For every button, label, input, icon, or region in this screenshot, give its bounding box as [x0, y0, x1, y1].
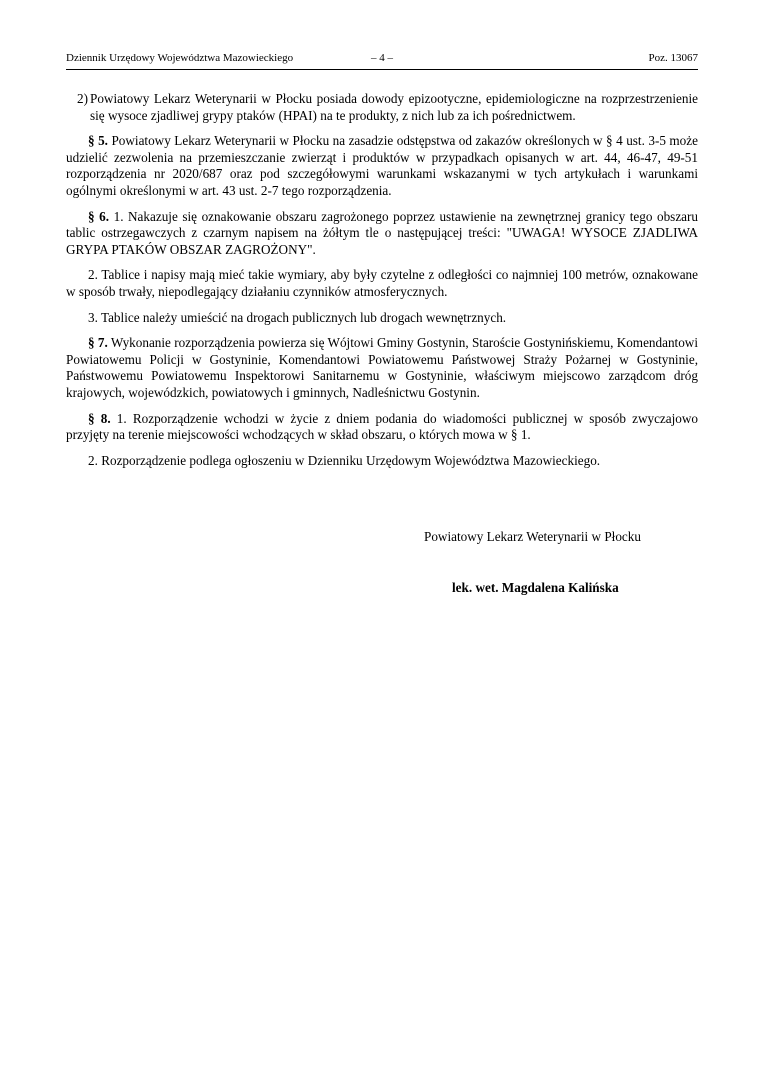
section-6-paragraph-1: [66, 209, 698, 259]
page-header: [66, 51, 698, 70]
section-5-text: Powiatowy Lekarz Weterynarii w Płocku na zasadzie odstępstwa od zakazów określonych w § 4 ust. 3-5 może udzielić zezwolenia na przemieszczanie zwierząt i produktów w przypadkach opisanych w art. 44, 46-47, 49-51 rozporządzenia nr 2020/687 oraz pod szczegółowymi warunkami wskazanymi w tych artykułach i warunkami ogólnymi określonymi w art. 43 ust. 2-7 tego rozporządzenia.: [66, 133, 698, 198]
page-number: – 4 –: [371, 52, 393, 64]
section-7-label: § 7.: [88, 335, 108, 351]
section-8-paragraph-2: 2. Rozporządzenie podlega ogłoszeniu w Dzienniku Urzędowym Województwa Mazowieckiego.: [88, 452, 601, 468]
list-item-number: 2): [77, 91, 88, 106]
section-7: [66, 335, 698, 401]
section-6-label: § 6.: [88, 208, 110, 224]
document-body: [66, 91, 698, 478]
section-6-text-1: 1. Nakazuje się oznakowanie obszaru zagrożonego poprzez ustawienie na zewnętrznej granicy tego obszaru tablic ostrzegawczych z czarnym napisem na żółtym tle o następującej treści: "UWAGA! WYSOCE ZJADLIWA GRYPA PTAKÓW OBSZAR ZAGROŻONY".: [66, 208, 699, 257]
journal-title: Dziennik Urzędowy Województwa Mazowieckiego: [66, 52, 294, 64]
list-item-2: [66, 91, 698, 124]
section-6-paragraph-3: 3. Tablice należy umieścić na drogach publicznych lub drogach wewnętrznych.: [88, 309, 507, 325]
section-5-label: § 5.: [88, 133, 108, 149]
section-5: [66, 133, 698, 199]
list-item-text: Powiatowy Lekarz Weterynarii w Płocku posiada dowody epizootyczne, epidemiologiczne na rozprzestrzenienie się wysoce zjadliwej grypy ptaków (HPAI) na te produkty, z nich lub za ich pośrednictwem.: [90, 91, 698, 123]
section-6-paragraph-2: 2. Tablice i napisy mają mieć takie wymiary, aby były czytelne z odległości co najmniej 100 metrów, oznakowane w sposób trwały, niepodlegający działaniu czynników atmosferycznych.: [66, 267, 698, 299]
section-7-text: Wykonanie rozporządzenia powierza się Wójtowi Gminy Gostynin, Staroście Gostynińskiemu, Komendantowi Powiatowemu Policji w Gostyninie, Komendantowi Powiatowemu Państwowej Straży Pożarnej w Gostyninie, Państwowemu Powiatowemu Inspektorowi Sanitarnemu w Gostyninie, właściwym miejscowo zarządcom dróg krajowych, wojewódzkich, powiatowych i gminnych, Nadleśnictwu Gostynin.: [66, 335, 698, 400]
signature-title: Powiatowy Lekarz Weterynarii w Płocku: [424, 529, 641, 544]
section-8-paragraph-1: [66, 411, 698, 444]
position-number: Poz. 13067: [648, 52, 698, 64]
signature-name: lek. wet. Magdalena Kalińska: [452, 580, 619, 595]
section-8-label: § 8.: [88, 410, 111, 426]
section-8-text-1: 1. Rozporządzenie wchodzi w życie z dniem podania do wiadomości publicznej w sposób zwyczajowo przyjęty na terenie miejscowości wchodzących w skład obszaru, o których mowa w § 1.: [66, 410, 699, 443]
